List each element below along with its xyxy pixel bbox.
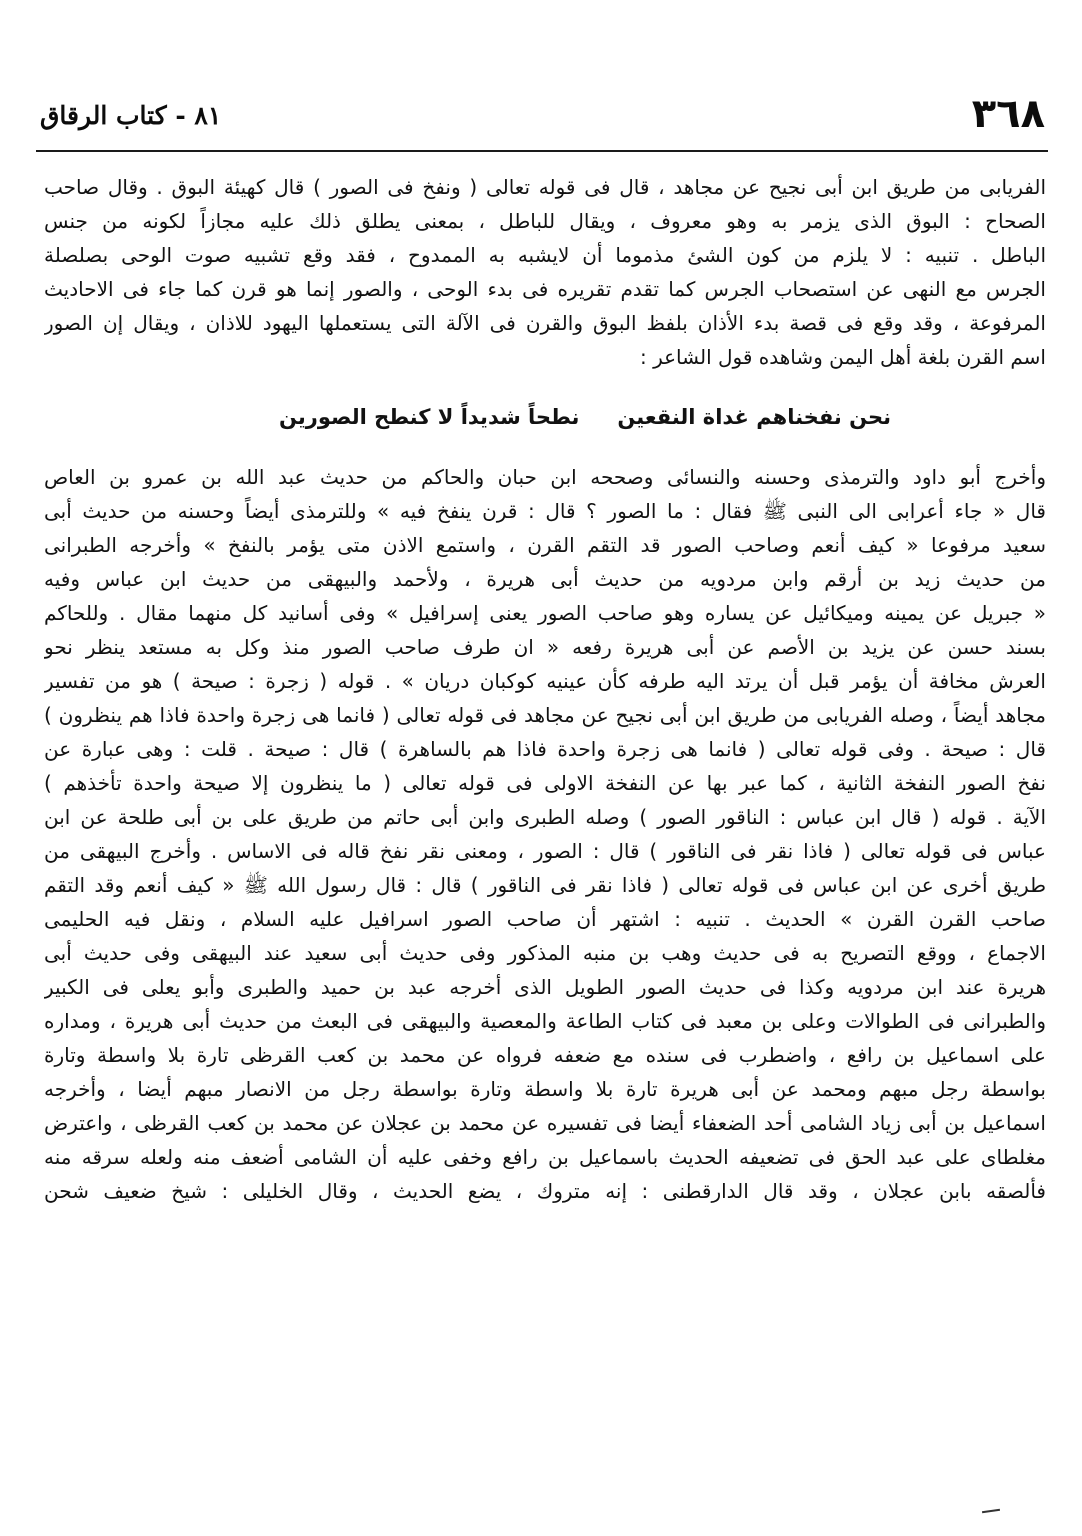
text-line: قال : صيحة . وفى قوله تعالى ( فانما هى زجرة واحدة فاذا هم بالساهرة ) قال : صيحة . قلت : وهى عبارة عن — [44, 737, 1046, 761]
page-number: ٣٦٨ — [971, 91, 1045, 137]
text-line: اسماعيل بن أبى زياد الشامى أحد الضعفاء أيضا فى تفسيره عن محمد بن عجلان عن محمد بن كعب القرظى ، واعترض — [44, 1111, 1046, 1135]
paragraph-2 — [44, 460, 1046, 1208]
poem-verse — [44, 392, 1046, 442]
text-line: هريرة عند ابن مردويه وكذا فى حديث الصور الطويل الذى أخرجه عبد بن حميد والطبرى وأبو يعلى فى الكبير — [44, 975, 1046, 999]
text-line: الآية . قوله ( قال ابن عباس : الناقور الصور ) وصله الطبرى وابن أبى حاتم من طريق على بن أبى طلحة عن ابن — [44, 805, 1046, 829]
paragraph-1 — [44, 170, 1046, 374]
page-header — [40, 86, 1045, 148]
text-line: قال « جاء أعرابى الى النبى ﷺ فقال : ما الصور ؟ قال : قرن ينفخ فيه » وللترمذى أيضاً وحسنه من حديث أبى — [44, 499, 1046, 523]
text-line: سعيد مرفوعا « كيف أنعم وصاحب الصور قد التقم القرن ، واستمع الاذن متى يؤمر بالنفخ » وأخرجه الطبرانى — [44, 533, 1046, 557]
text-line: والطبرانى فى الطوالات وعلى بن معبد فى كتاب الطاعة والمعصية والبيهقى فى البعث من حديث أبى هريرة ، ومداره — [44, 1009, 1046, 1033]
text-line: اسم القرن بلغة أهل اليمن وشاهده قول الشاعر : — [639, 345, 1046, 369]
text-line: بسند حسن عن يزيد بن الأصم عن أبى هريرة رفعه « ان طرف صاحب الصور منذ وكل به مستعد ينظر نحو — [44, 635, 1046, 659]
text-line: صاحب القرن القرن » الحديث . تنبيه : اشتهر أن صاحب الصور اسرافيل عليه السلام ، ونقل فيه الحليمى — [44, 907, 1046, 931]
poem-hemistich-1: نحن نفخناهم غداة النقعين — [617, 405, 892, 429]
poem-hemistich-2: نطحاً شديداً لا كنطح الصورين — [278, 405, 580, 429]
text-line: الباطل . تنبيه : لا يلزم من كون الشئ مذموما أن لايشبه به الممدوح ، فقد وقع تشبيه صوت الوحى بصلصلة — [44, 243, 1046, 267]
text-line: طريق أخرى عن ابن عباس فى قوله تعالى ( فاذا نقر فى الناقور ) قال : قال رسول الله ﷺ « كيف أنعم وقد التقم — [44, 873, 1046, 897]
chapter-title: ٨١ - كتاب الرقاق — [40, 101, 222, 130]
text-line: الاجماع ، ووقع التصريح به فى حديث وهب بن منبه المذكور وفى حديث أبى سعيد عند البيهقى وفى حديث أبى — [44, 941, 1046, 965]
spacer — [44, 442, 1046, 460]
stray-mark — [982, 1509, 1000, 1513]
text-line: « جبريل عن يمينه وميكائيل عن يساره وهو صاحب الصور يعنى إسرافيل » وفى أسانيد كل منهما مقال . وللحاكم — [44, 601, 1046, 625]
text-line: الفريابى من طريق ابن أبى نجيح عن مجاهد ، قال فى قوله تعالى ( ونفخ فى الصور ) قال كهيئة البوق . وقال صاحب — [44, 175, 1046, 199]
text-line: الجرس مع النهى عن استصحاب الجرس كما تقدم تقريره فى بدء الوحى ، والصور إنما هو قرن كما جاء فى الاحاديث — [44, 277, 1046, 301]
text-line: العرش مخافة أن يؤمر قبل أن يرتد اليه طرفه كأن عينيه كوكبان دريان » . قوله ( زجرة : صيحة ) هو من تفسير — [44, 669, 1046, 693]
text-line: مغلطاى على عبد الحق فى تضعيفه الحديث باسماعيل بن رافع وخفى عليه أن الشامى أضعف منه ولعله سرقه منه — [44, 1145, 1046, 1169]
body-text — [44, 170, 1046, 1208]
text-line: على اسماعيل بن رافع ، واضطرب فى سنده مع ضعفه فرواه عن محمد بن كعب القرظى تارة بلا واسطة وتارة — [44, 1043, 1046, 1067]
text-line: الصحاح : البوق الذى يزمر به وهو معروف ، ويقال للباطل ، بمعنى يطلق ذلك عليه مجازاً لكونه من جنس — [44, 209, 1046, 233]
text-line: المرفوعة ، وقد وقع فى قصة بدء الأذان بلفظ البوق والقرن فى الآلة التى يستعملها اليهود للاذان ، ويقال إن الصور — [44, 311, 1046, 335]
text-line: نفخ الصور النفخة الثانية ، كما عبر بها عن النفخة الاولى فى قوله تعالى ( ما ينظرون إلا صيحة واحدة تأخذهم ) — [44, 771, 1046, 795]
text-line: مجاهد أيضاً ، وصله الفريابى من طريق ابن أبى نجيح عن مجاهد فى قوله تعالى ( فانما هى زجرة واحدة فاذا هم ينظرون ) — [44, 703, 1046, 727]
text-line: فألصقه بابن عجلان ، وقد قال الدارقطنى : إنه متروك ، يضع الحديث ، وقال الخليلى : شيخ ضعيف شحن — [44, 1179, 1046, 1203]
text-line: عباس فى قوله تعالى ( فاذا نقر فى الناقور ) قال : الصور ، ومعنى نقر نفخ قاله فى الاساس . وأخرج البيهقى من — [44, 839, 1046, 863]
header-rule — [36, 150, 1048, 152]
text-line: وأخرج أبو داود والترمذى وحسنه والنسائى وصححه ابن حبان والحاكم من حديث عبد الله بن عمرو بن العاص — [44, 465, 1046, 489]
text-line: بواسطة رجل مبهم ومحمد عن أبى هريرة تارة بلا واسطة وتارة بواسطة رجل من الانصار مبهم أيضا ، وأخرجه — [44, 1077, 1046, 1101]
spacer — [44, 374, 1046, 392]
text-line: من حديث زيد بن أرقم وابن مردويه من حديث أبى هريرة ، ولأحمد والبيهقى من حديث ابن عباس وفيه — [44, 567, 1046, 591]
